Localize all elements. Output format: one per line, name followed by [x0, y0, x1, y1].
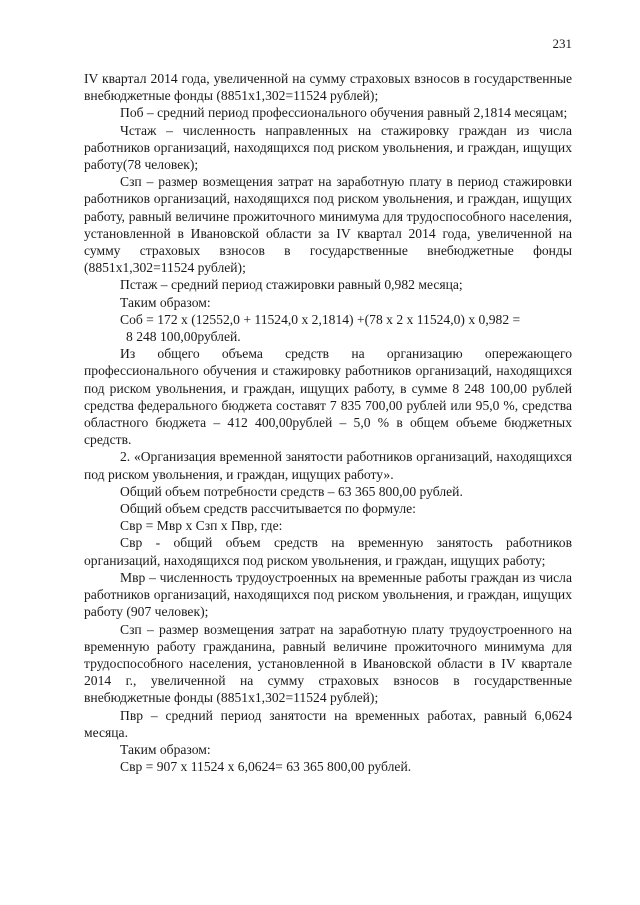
paragraph-chstazh-definition: Чстаж – численность направленных на стажировку граждан из числа работников организаций, находящихся под риском увольнения, и граждан, ищущих работу(78 человек);: [84, 122, 572, 173]
paragraph-continuation: IV квартал 2014 года, увеличенной на сумму страховых взносов в государственные внебюджетные фонды (8851х1,302=11524 рублей);: [84, 71, 572, 104]
paragraph-szp-definition-2: Сзп – размер возмещения затрат на заработную плату трудоустроенного на временную работу гражданина, равный величине прожиточного минимума для трудоспособного населения, установленной в Ивановской области в IV квартале 2014 г., увеличенной на сумму страховых взносов в государственные внебюджетные фонды (8851х1,302=11524 рублей);: [84, 621, 572, 706]
paragraph-budget-split: Из общего объема средств на организацию опережающего профессионального обучения и стажировку работников организаций, находящихся под риском увольнения, и граждан, ищущих работу, в сумме 8 248 100,00 рублей средства федерального бюджета составят 7 835 700,00 рублей или 95,0 %, средства областного бюджета – 412 400,00рублей – 5,0 % в общем объеме бюджетных средств.: [84, 346, 572, 448]
paragraph-mvr-definition: Мвр – численность трудоустроенных на временные работы граждан из числа работников организаций, находящихся под риском увольнения, и граждан, ищущих работу (907 человек);: [84, 569, 572, 620]
paragraph-pvr-definition: Пвр – средний период занятости на временных работах, равный 6,0624 месяца.: [84, 707, 572, 740]
formula-sob: Соб = 172 х (12552,0 + 11524,0 х 2,1814) +(78 х 2 х 11524,0) х 0,982 =: [120, 311, 521, 327]
paragraph-pstazh-definition: Пстаж – средний период стажировки равный 0,982 месяца;: [120, 277, 463, 293]
paragraph-thus: Таким образом:: [120, 294, 211, 310]
formula-svr-result: Свр = 907 х 11524 х 6,0624= 63 365 800,00 рублей.: [120, 759, 412, 775]
paragraph-total-need: Общий объем потребности средств – 63 365 800,00 рублей.: [120, 483, 463, 499]
paragraph-formula-intro: Общий объем средств рассчитывается по формуле:: [120, 501, 416, 517]
section-heading-temporary-employment: 2. «Организация временной занятости работников организаций, находящихся под риском увольнения, и граждан, ищущих работу».: [84, 449, 572, 482]
paragraph-szp-definition: Сзп – размер возмещения затрат на заработную плату в период стажировки работников организаций, находящихся под риском увольнения, и граждан, ищущих работу, равный величине прожиточного минимума для трудоспособного населения, установленной в Ивановской области за IV квартал 2014 года, увеличенной на сумму страховых взносов в государственные внебюджетные фонды (8851х1,302=11524 рублей);: [84, 174, 572, 276]
page-number: 231: [552, 36, 572, 51]
paragraph-svr-definition: Свр - общий объем средств на временную занятость работников организаций, находящихся под риском увольнения, и граждан, ищущих работу;: [84, 535, 572, 568]
paragraph-thus-2: Таким образом:: [120, 741, 211, 757]
formula-svr: Свр = Мвр х Сзп х Пвр, где:: [120, 518, 283, 534]
document-body: [84, 70, 572, 775]
formula-sob-result: 8 248 100,00рублей.: [126, 329, 241, 345]
paragraph-pob-definition: Поб – средний период профессионального обучения равный 2,1814 месяцам;: [120, 105, 568, 121]
